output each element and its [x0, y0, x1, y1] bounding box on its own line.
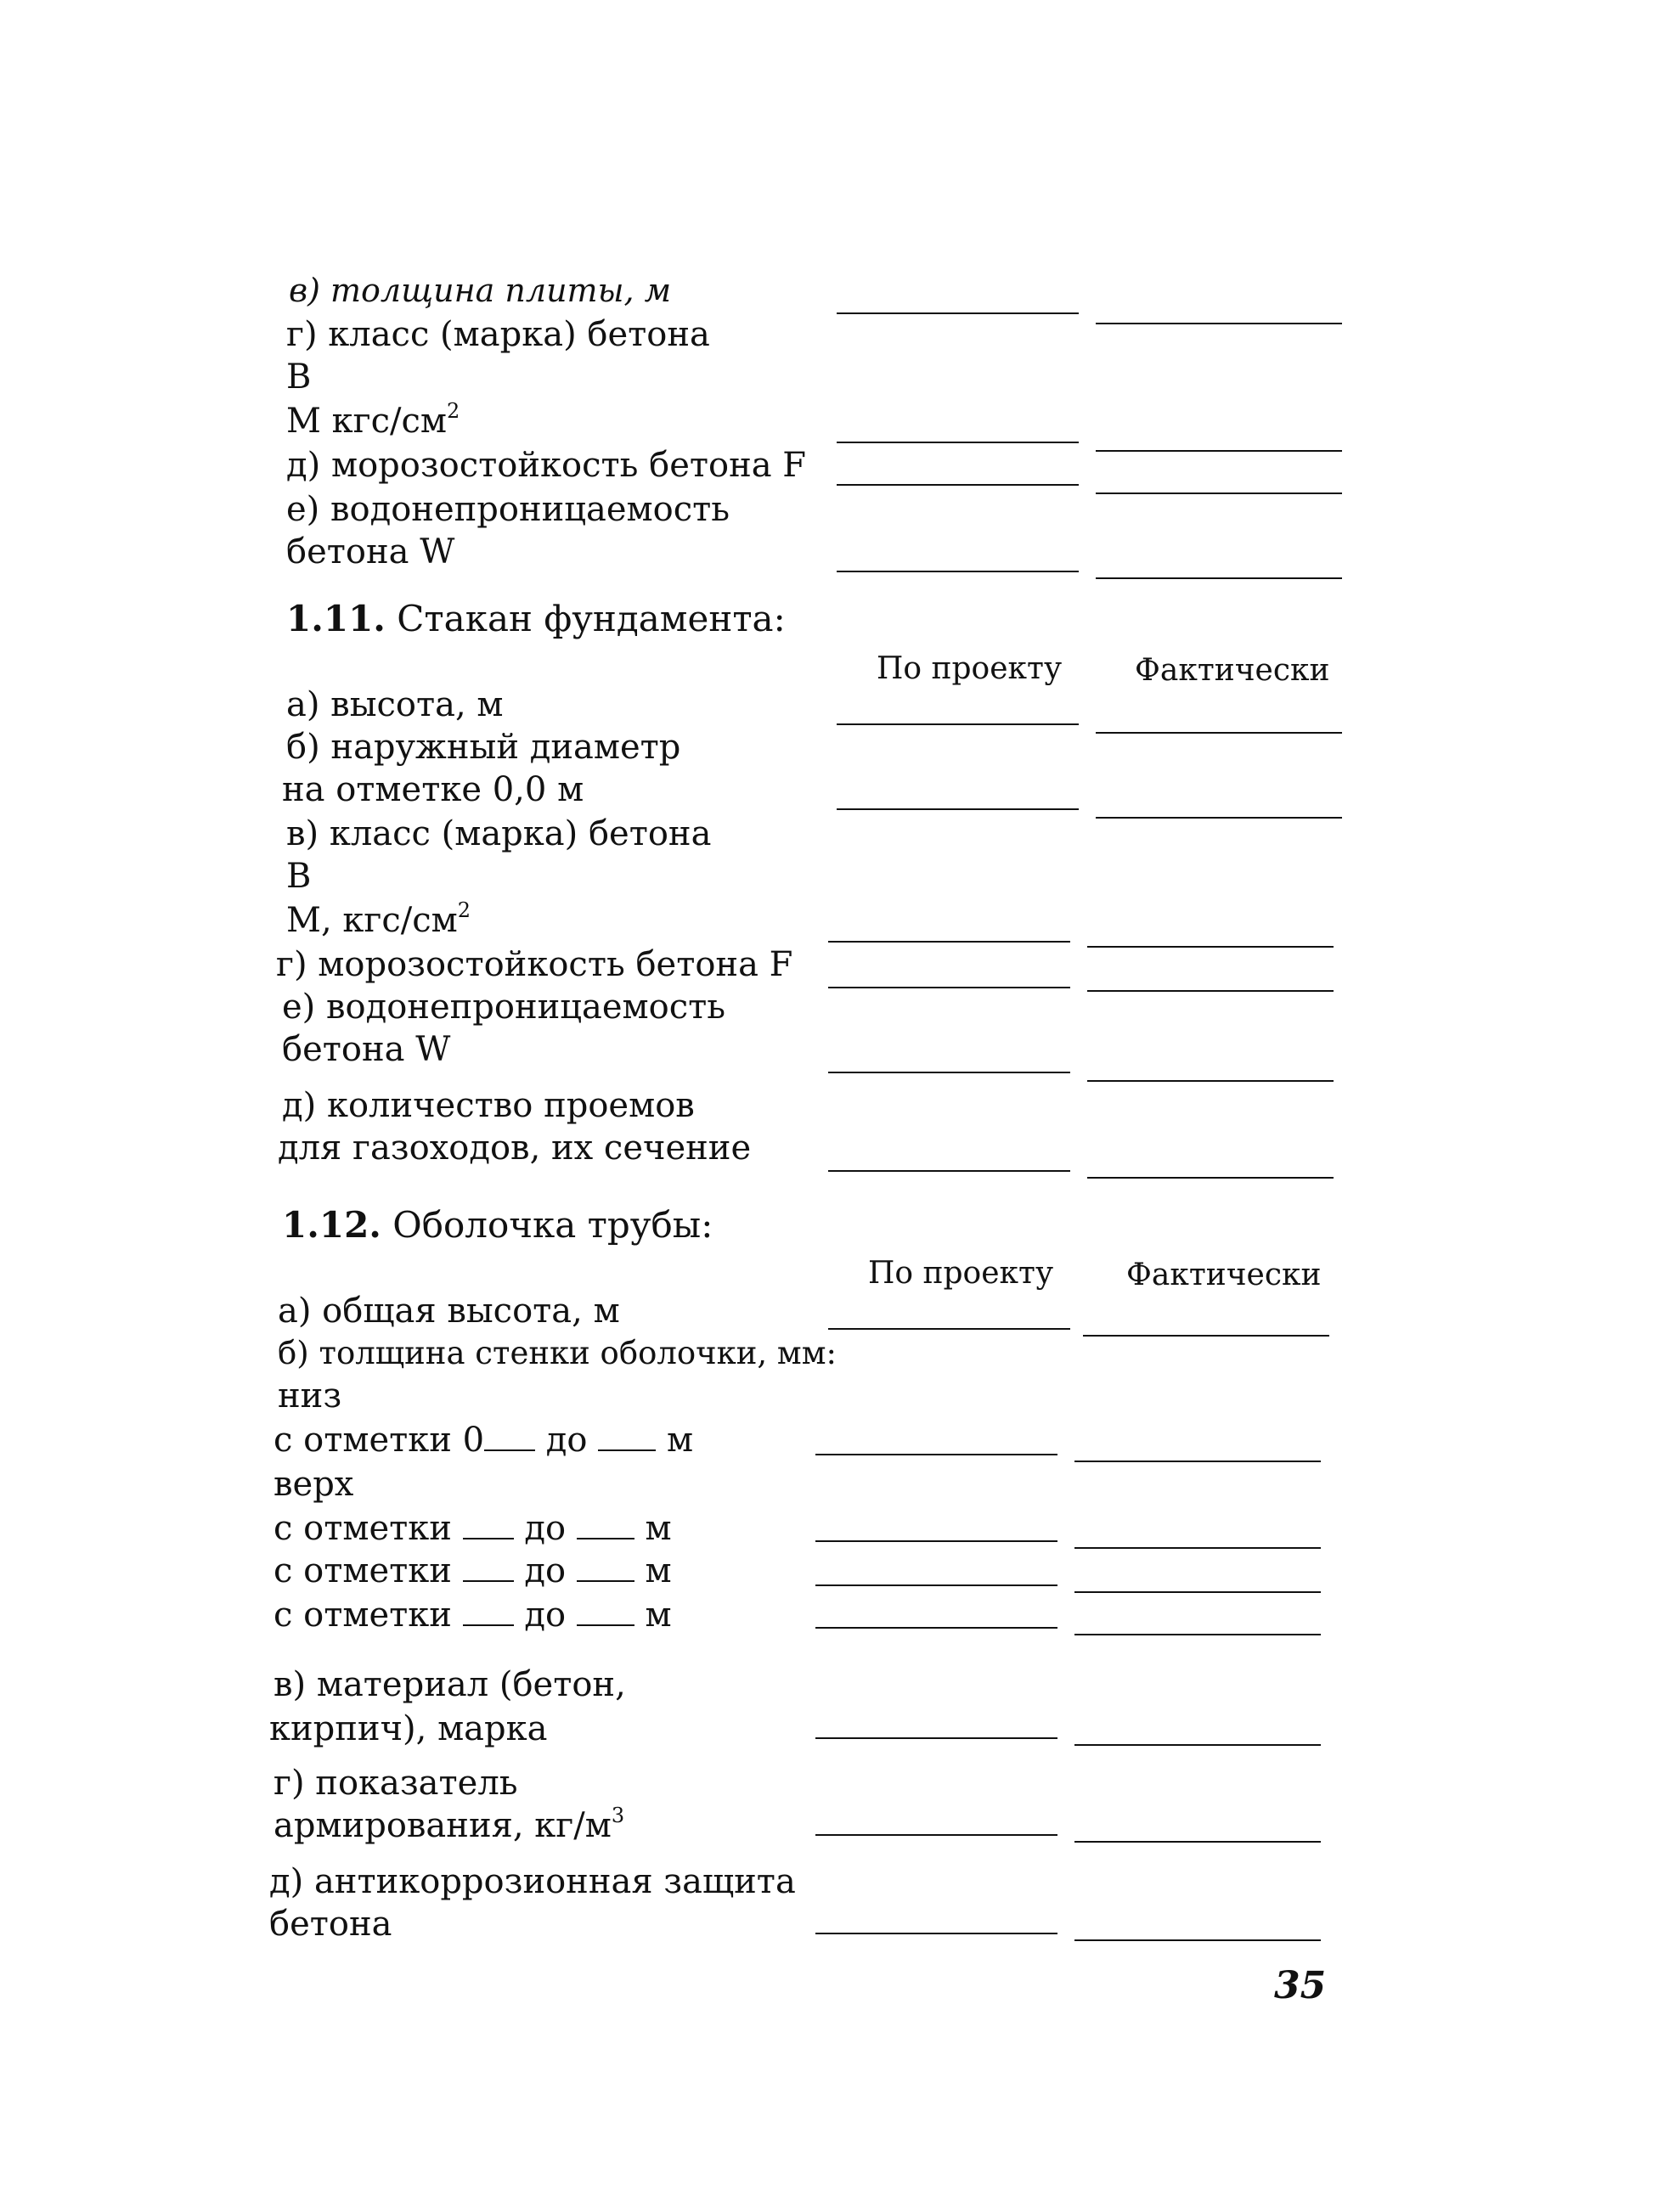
blank-line-fact [1096, 732, 1342, 734]
blank-line-plan [815, 1627, 1057, 1629]
item-g: г) морозостойкость бетона F [276, 945, 793, 984]
item-a: а) общая высота, м [278, 1292, 620, 1331]
prev-item-v: в) толщина плиты, м [289, 272, 672, 309]
blank-line-plan [828, 1170, 1070, 1172]
blank-line-fact [1074, 1841, 1321, 1843]
blank-line-plan [837, 571, 1079, 572]
label-niz: низ [278, 1376, 342, 1416]
prev-item-e2: бетона W [286, 532, 455, 571]
item-e2: бетона W [282, 1030, 451, 1069]
prev-item-e1: е) водонепроницаемость [286, 490, 730, 529]
section-heading-1-12: 1.12. Оболочка трубы: [282, 1204, 713, 1246]
blank-line-plan [828, 941, 1070, 943]
blank-line-plan [837, 808, 1079, 810]
item-v1: в) материал (бетон, [274, 1665, 626, 1704]
blank-line-plan [828, 1072, 1070, 1073]
blank-line-plan [815, 1540, 1057, 1542]
item-d2: бетона [269, 1905, 392, 1944]
blank-line-fact [1074, 1461, 1321, 1462]
blank-line-plan [828, 987, 1070, 988]
column-header-plan: По проекту [868, 1256, 1054, 1291]
item-v-b: В [286, 857, 312, 896]
blank-line-fact [1074, 1634, 1321, 1635]
item-b2: на отметке 0,0 м [282, 770, 584, 809]
item-b: б) толщина стенки оболочки, мм: [278, 1335, 837, 1371]
blank-line-fact [1096, 492, 1342, 494]
blank-line-fact [1074, 1744, 1321, 1746]
column-header-fact: Фактически [1135, 653, 1330, 688]
blank-line-fact [1087, 990, 1334, 992]
item-e1: е) водонепроницаемость [282, 988, 726, 1027]
thickness-row-1: с отметки до м [274, 1509, 672, 1548]
blank-line-plan [828, 1328, 1070, 1330]
blank-line-plan [815, 1834, 1057, 1836]
thickness-row-niz: с отметки 0 до м [274, 1421, 694, 1460]
blank-line-fact [1087, 1080, 1334, 1082]
blank-line-fact [1096, 450, 1342, 452]
item-v-m: М, кгс/$см^2$ [286, 898, 471, 940]
item-a: а) высота, м [286, 685, 504, 724]
blank-line-fact [1096, 817, 1342, 819]
section-heading-1-11: 1.11. Стакан фундамента: [286, 598, 786, 639]
blank-line-fact [1074, 1547, 1321, 1549]
blank-line-plan [815, 1584, 1057, 1586]
item-g2: армирования, $кг/м^3$ [274, 1804, 625, 1845]
prev-item-g-m: М кгс/$см^2$ [286, 399, 460, 441]
item-v2: кирпич), марка [269, 1709, 548, 1748]
blank-line-fact [1074, 1591, 1321, 1593]
label-verh: верх [274, 1465, 354, 1504]
column-header-plan: По проекту [877, 651, 1063, 686]
blank-line-fact [1087, 946, 1334, 948]
blank-line-plan [815, 1737, 1057, 1739]
item-d1: д) антикоррозионная защита [269, 1862, 796, 1901]
blank-line-fact [1096, 577, 1342, 579]
prev-item-g-b: В [286, 357, 312, 397]
blank-line-plan [837, 312, 1079, 314]
blank-line-plan [837, 442, 1079, 443]
blank-line-fact [1074, 1939, 1321, 1941]
prev-item-d: д) морозостойкость бетона F [286, 446, 807, 485]
blank-line-plan [837, 484, 1079, 486]
blank-line-plan [815, 1933, 1057, 1934]
item-b1: б) наружный диаметр [286, 728, 681, 767]
page-number: 35 [1274, 1964, 1327, 2007]
item-d2: для газоходов, их сечение [278, 1129, 752, 1168]
thickness-row-3: с отметки до м [274, 1596, 672, 1635]
blank-line-plan [815, 1454, 1057, 1455]
item-v: в) класс (марка) бетона [286, 814, 712, 853]
prev-item-g: г) класс (марка) бетона [286, 315, 710, 354]
blank-line-fact [1096, 323, 1342, 324]
blank-line-fact [1087, 1177, 1334, 1179]
item-g1: г) показатель [274, 1764, 518, 1803]
thickness-row-2: с отметки до м [274, 1551, 672, 1590]
item-d1: д) количество проемов [282, 1086, 695, 1125]
blank-line-fact [1083, 1335, 1329, 1337]
blank-line-plan [837, 723, 1079, 725]
column-header-fact: Фактически [1126, 1258, 1322, 1292]
